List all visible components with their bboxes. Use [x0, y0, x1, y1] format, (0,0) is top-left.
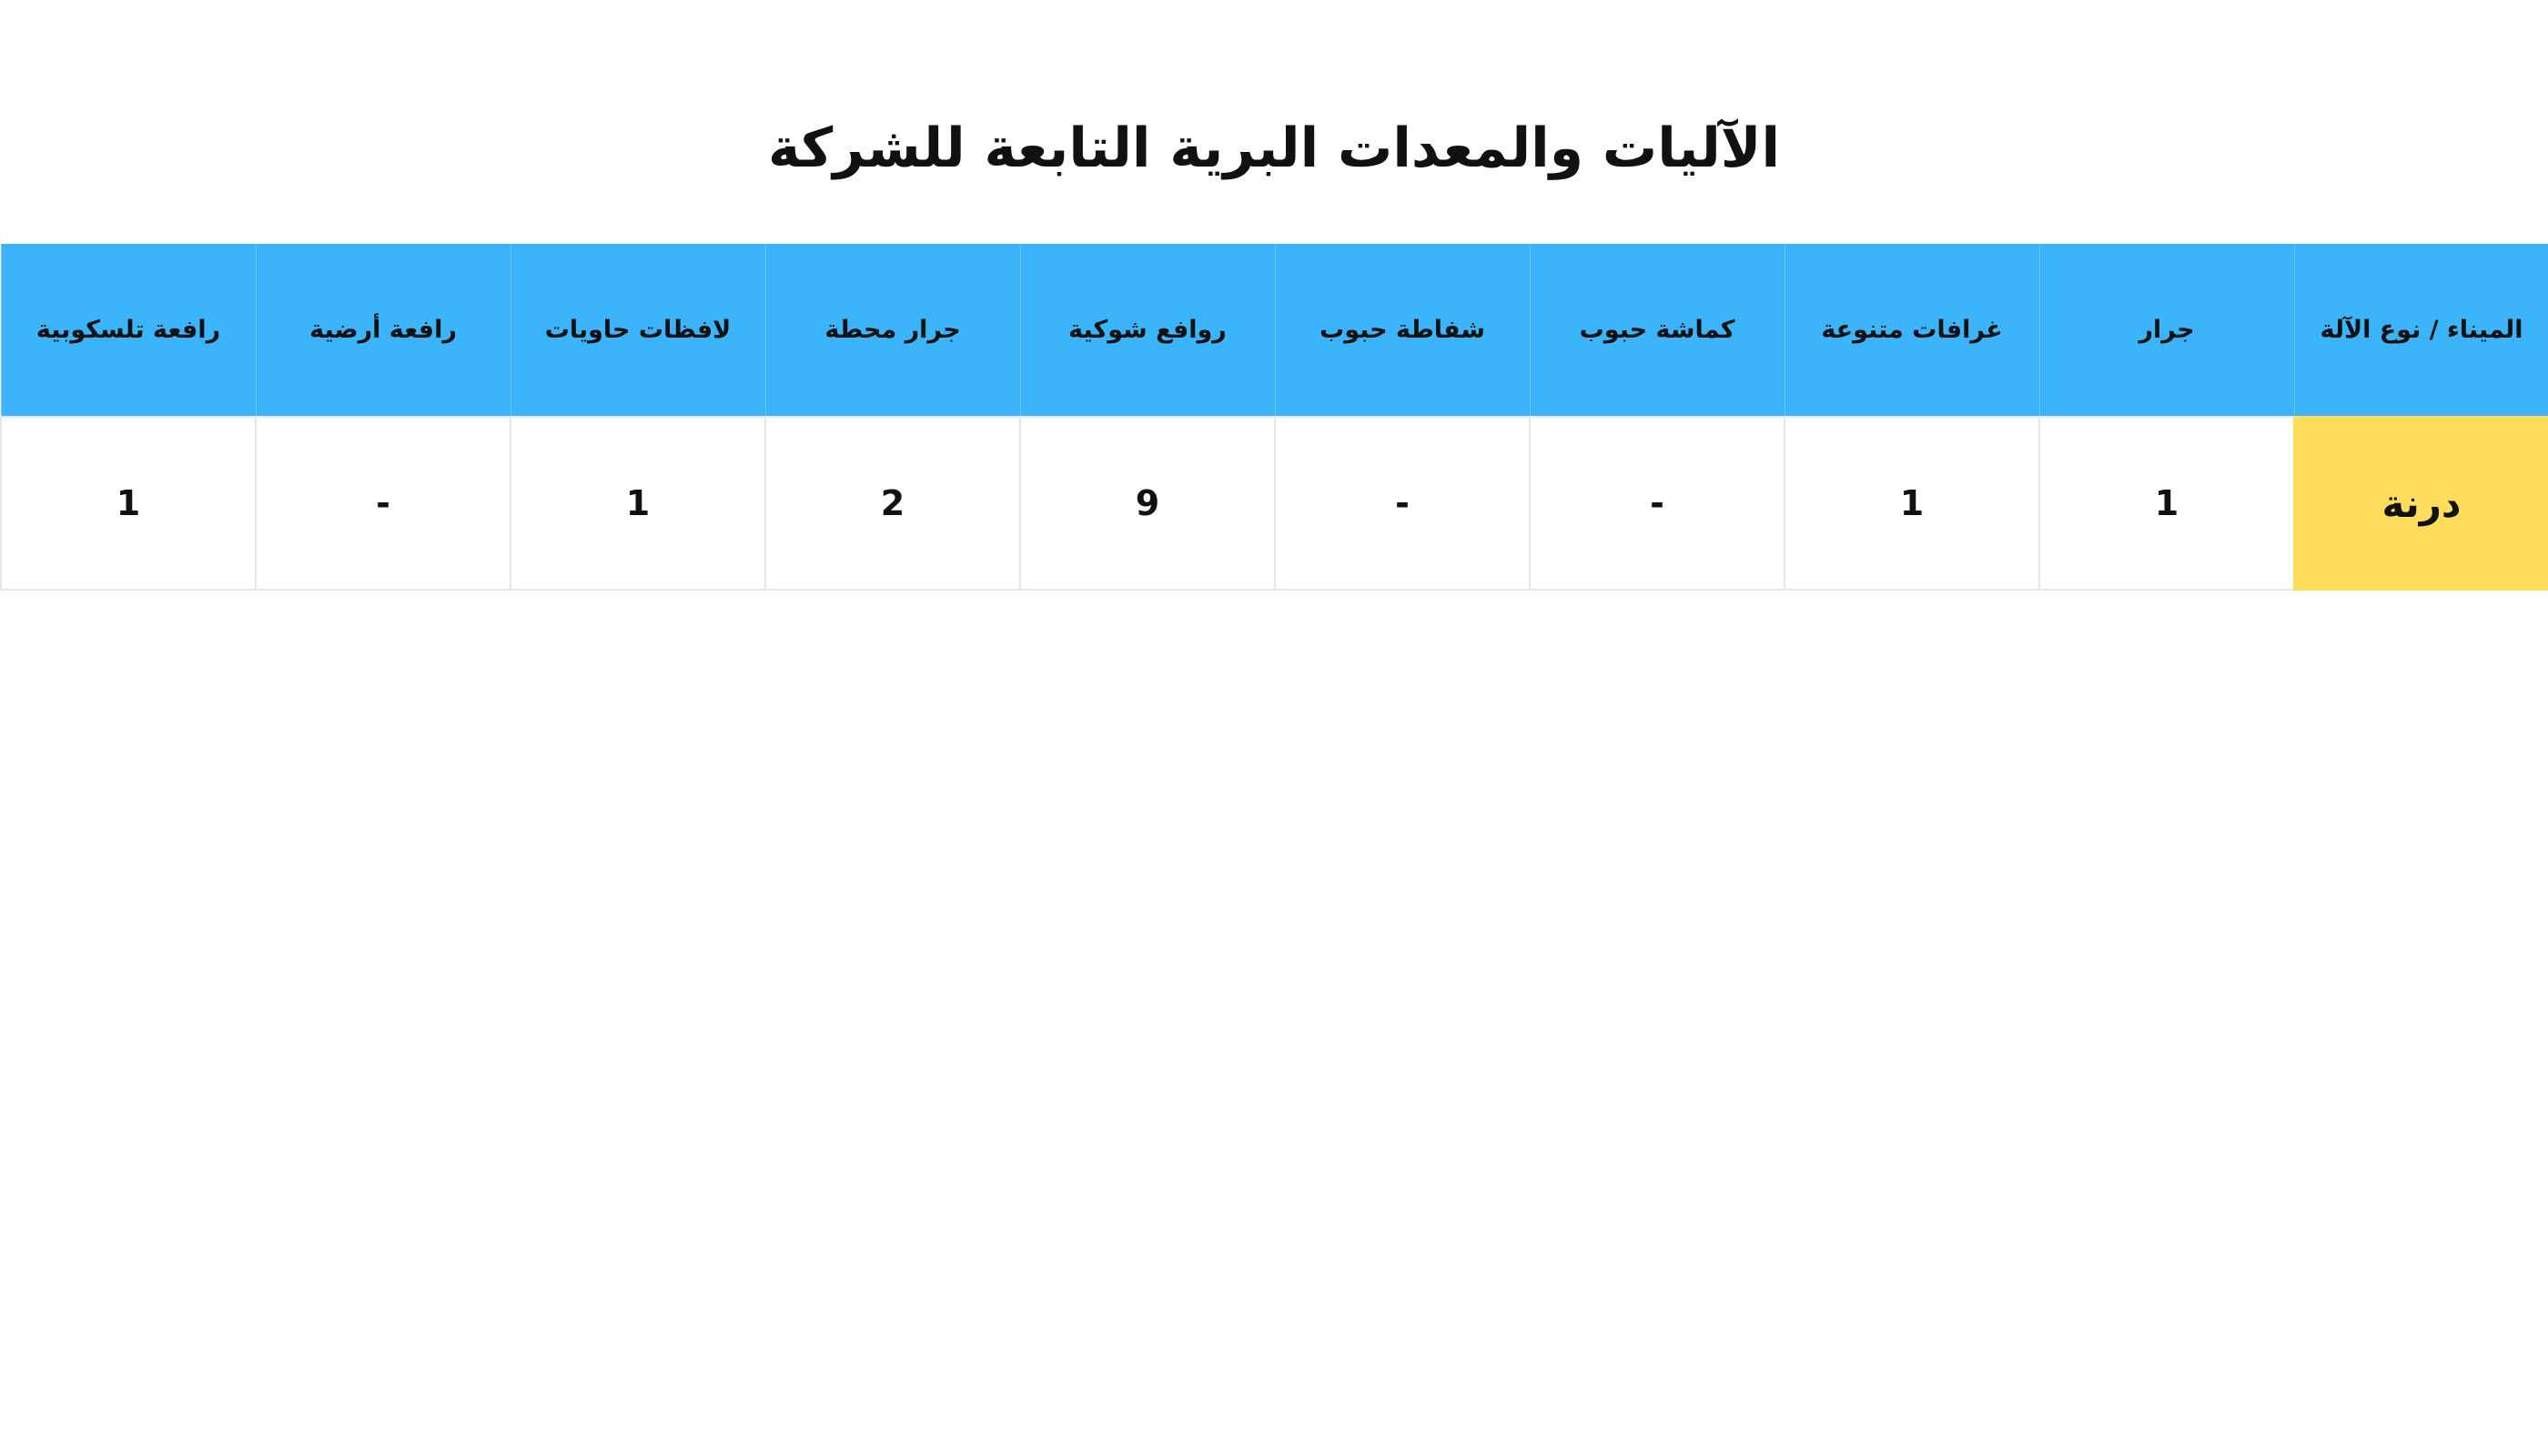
table-cell: - — [1530, 417, 1785, 590]
header-assorted-grabs: غرافات متنوعة — [1785, 244, 2039, 417]
header-ground-crane: رافعة أرضية — [256, 244, 511, 417]
table-cell: 1 — [2039, 417, 2294, 590]
table-cell: 1 — [1, 417, 256, 590]
header-container-spreaders: لافظات حاويات — [511, 244, 765, 417]
table-cell: 1 — [511, 417, 765, 590]
table-cell: 9 — [1020, 417, 1275, 590]
page-title: الآليات والمعدات البرية التابعة للشركة — [767, 116, 1781, 180]
header-terminal-tractor: جرار محطة — [765, 244, 1020, 417]
header-grain-clamp: كماشة حبوب — [1530, 244, 1785, 417]
header-tractor: جرار — [2039, 244, 2294, 417]
header-port-machine-type: الميناء / نوع الآلة — [2294, 244, 2548, 417]
table-header-row — [1, 244, 2548, 417]
header-forklifts: روافع شوكية — [1020, 244, 1275, 417]
table-row — [1, 417, 2548, 590]
table-cell: - — [256, 417, 511, 590]
table-cell: 2 — [765, 417, 1020, 590]
header-grain-vacuum: شفاطة حبوب — [1275, 244, 1530, 417]
port-name-cell: درنة — [2294, 417, 2548, 590]
equipment-table — [0, 244, 2548, 591]
table-cell: - — [1275, 417, 1530, 590]
table-cell: 1 — [1785, 417, 2039, 590]
header-telescopic-crane: رافعة تلسكوبية — [1, 244, 256, 417]
